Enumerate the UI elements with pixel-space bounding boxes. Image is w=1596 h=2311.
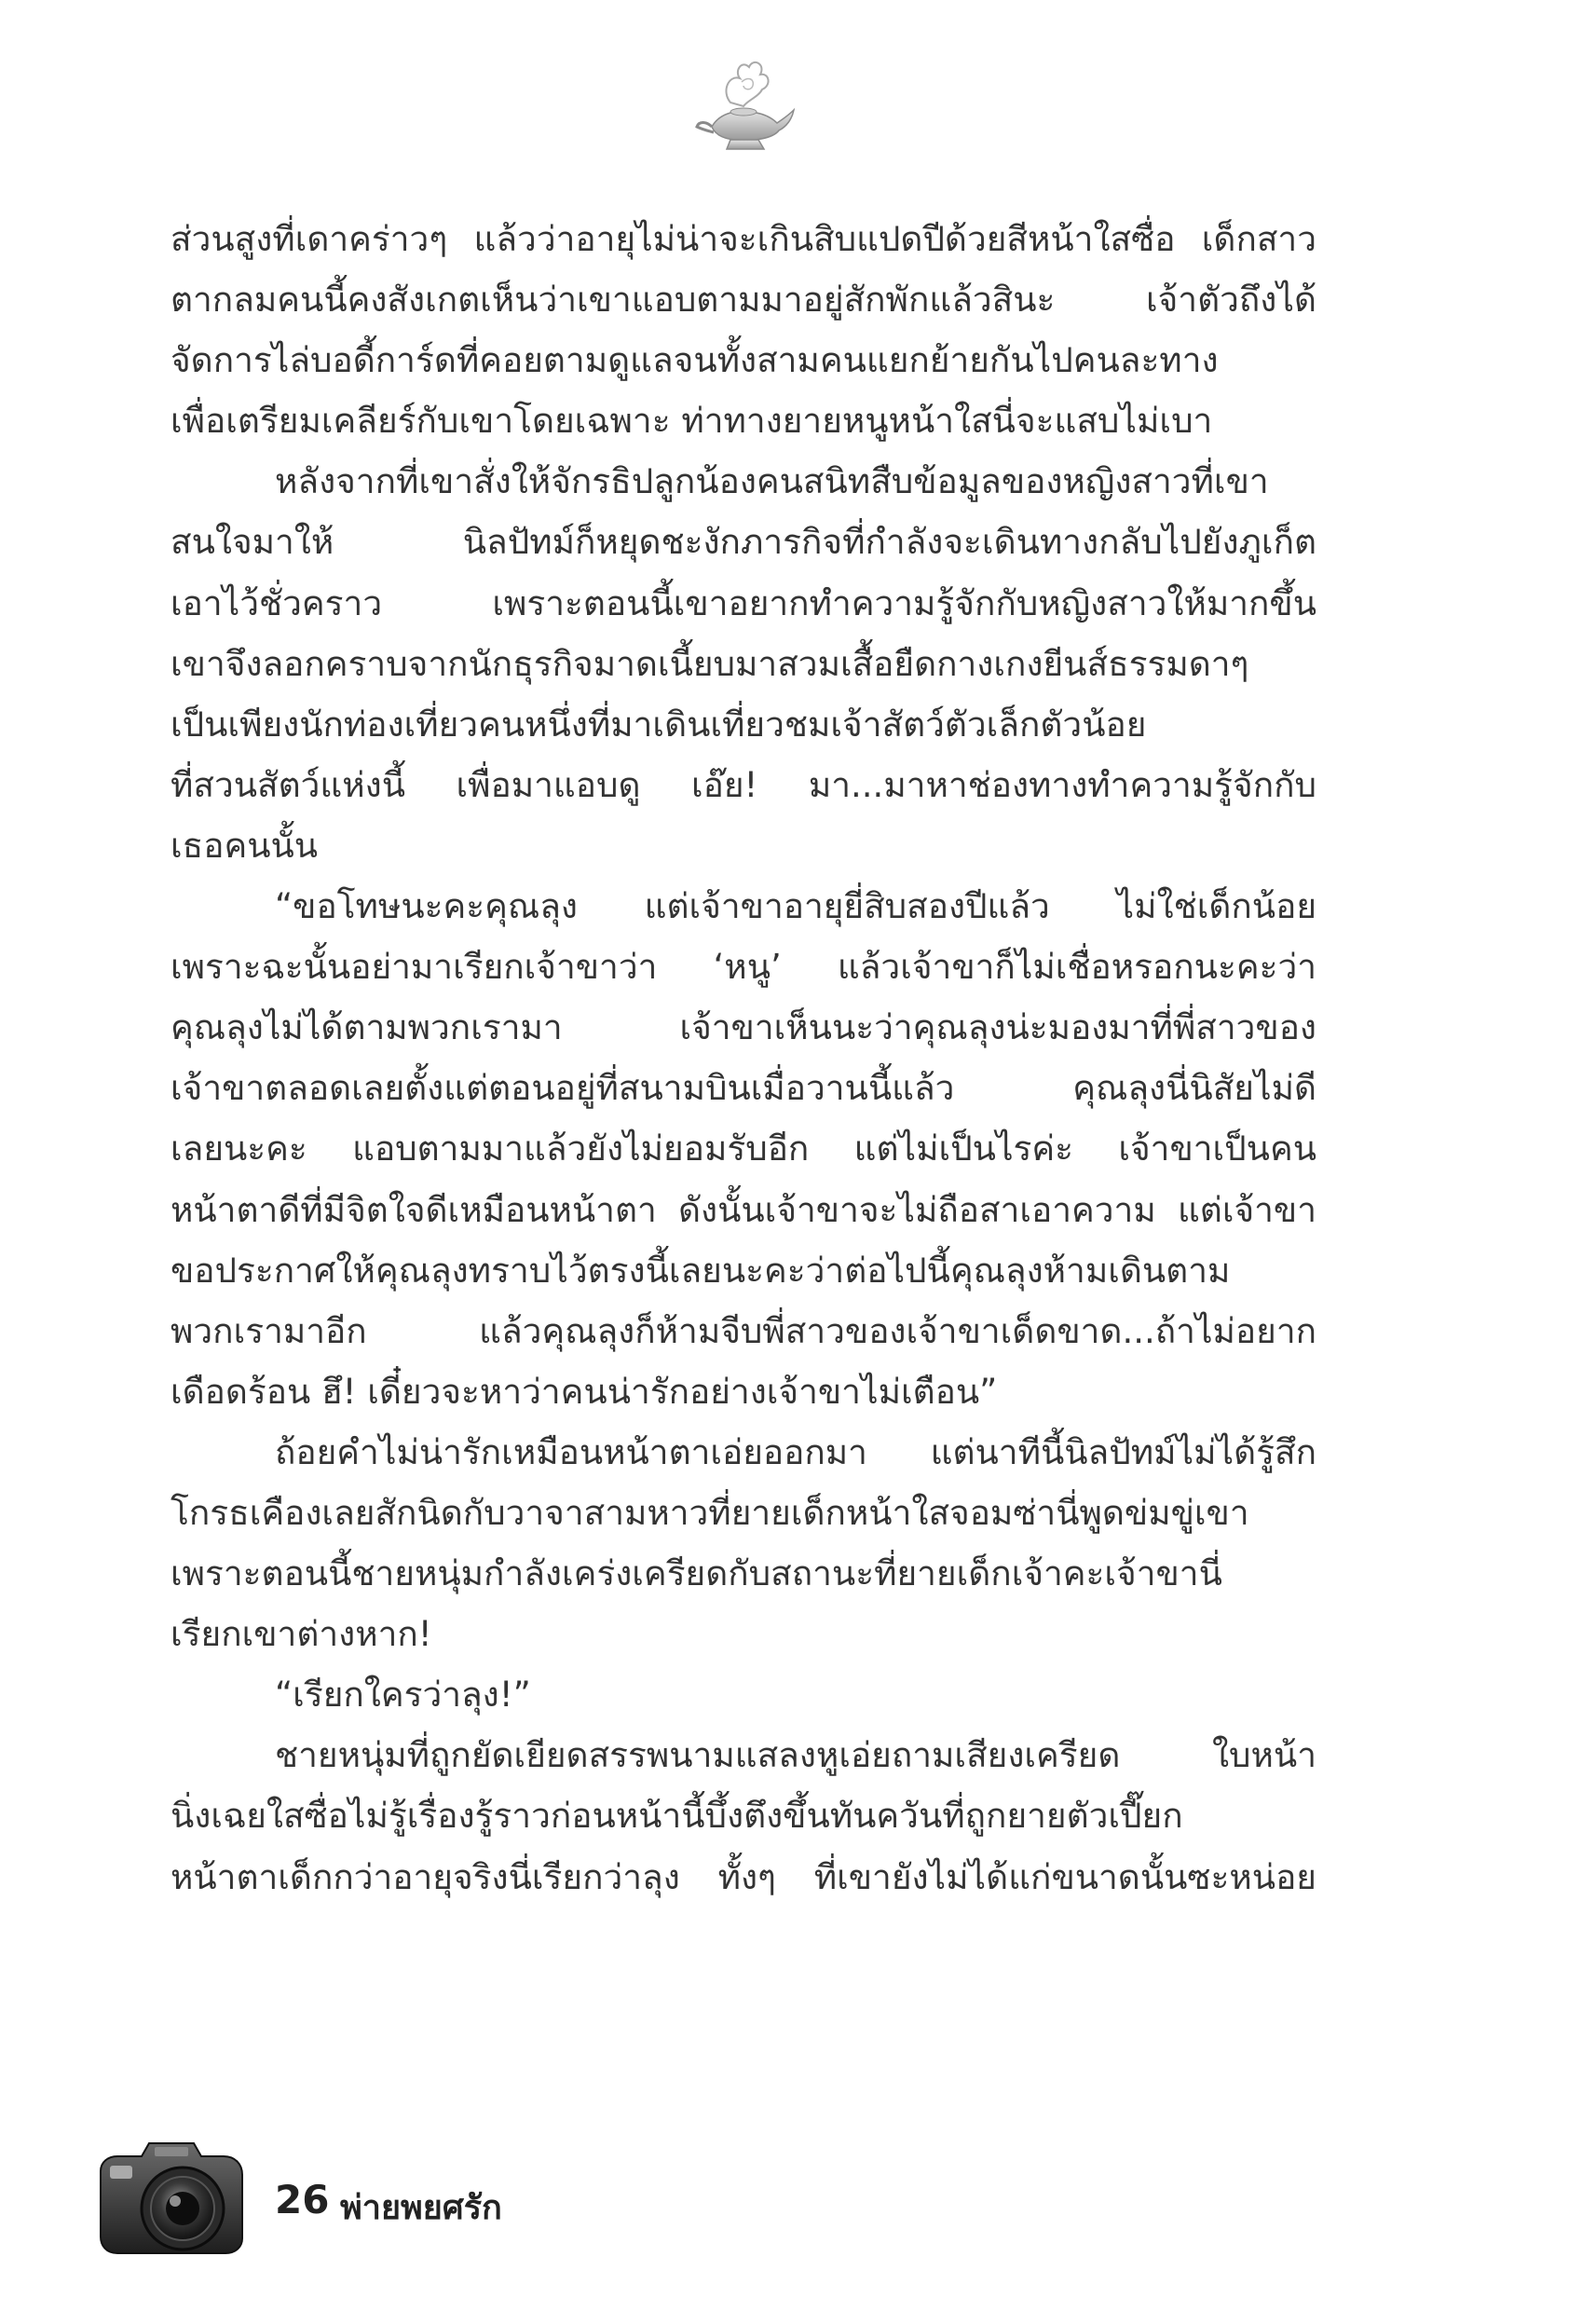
text-line: โกรธเคืองเลยสักนิดกับวาจาสามหาวที่ยายเด็กหน้าใสจอมซ่านี่พูดข่มขู่เขา <box>171 1492 1249 1533</box>
page-footer <box>93 2134 652 2264</box>
text-line: พวกเรามาอีก แล้วคุณลุงก็ห้ามจีบพี่สาวของเจ้าขาเด็ดขาด...ถ้าไม่อยาก <box>171 1310 1316 1351</box>
text-line: เธอคนนั้น <box>171 825 319 866</box>
text-line: คุณลุงไม่ได้ตามพวกเรามา เจ้าขาเห็นนะว่าคุณลุงน่ะมองมาที่พี่สาวของ <box>171 1007 1316 1048</box>
text-line: นิ่งเฉยใสซื่อไม่รู้เรื่องรู้ราวก่อนหน้านี้บึ้งตึงขึ้นทันควันที่ถูกยายตัวเปี๊ยก <box>171 1796 1183 1837</box>
text-line: เพราะตอนนี้ชายหนุ่มกำลังเคร่งเครียดกับสถานะที่ยายเด็กเจ้าคะเจ้าขานี่ <box>171 1553 1222 1594</box>
text-line: จัดการไล่บอดี้การ์ดที่คอยตามดูแลจนทั้งสามคนแยกย้ายกันไปคนละทาง <box>171 340 1219 381</box>
text-line: ที่สวนสัตว์แห่งนี้ เพื่อมาแอบดู เอ๊ย! มา...มาหาช่องทางทำความรู้จักกับ <box>171 764 1316 805</box>
text-line: ขอประกาศให้คุณลุงทราบไว้ตรงนี้เลยนะคะว่าต่อไปนี้คุณลุงห้ามเดินตาม <box>171 1250 1231 1291</box>
book-title: พ่ายพยศรัก <box>340 2189 502 2227</box>
text-line: เพราะฉะนั้นอย่ามาเรียกเจ้าขาว่า ‘หนู’ แล้วเจ้าขาก็ไม่เชื่อหรอกนะคะว่า <box>171 947 1316 988</box>
text-line: เอาไว้ชั่วคราว เพราะตอนนี้เขาอยากทำความรู้จักกับหญิงสาวให้มากขึ้น <box>171 582 1316 623</box>
camera-icon <box>93 2134 252 2260</box>
text-line: ตากลมคนนี้คงสังเกตเห็นว่าเขาแอบตามมาอยู่สักพักแล้วสินะ เจ้าตัวถึงได้ <box>171 280 1316 321</box>
page-number: 26 <box>275 2177 330 2222</box>
text-line: หน้าตาเด็กกว่าอายุจริงนี่เรียกว่าลุง ทั้งๆ ที่เขายังไม่ได้แก่ขนาดนั้นซะหน่อย <box>171 1856 1316 1897</box>
text-line: ถ้อยคำไม่น่ารักเหมือนหน้าตาเอ่ยออกมา แต่นาทีนี้นิลปัทม์ไม่ได้รู้สึก <box>275 1431 1316 1472</box>
text-line: เลยนะคะ แอบตามมาแล้วยังไม่ยอมรับอีก แต่ไม่เป็นไรค่ะ เจ้าขาเป็นคน <box>171 1128 1316 1169</box>
text-line: หน้าตาดีที่มีจิตใจดีเหมือนหน้าตา ดังนั้นเจ้าขาจะไม่ถือสาเอาความ แต่เจ้าขา <box>171 1189 1316 1230</box>
text-line: เป็นเพียงนักท่องเที่ยวคนหนึ่งที่มาเดินเที่ยวชมเจ้าสัตว์ตัวเล็กตัวน้อย <box>171 704 1147 745</box>
text-line: “เรียกใครว่าลุง!” <box>275 1675 531 1716</box>
body-text <box>171 209 1316 1908</box>
text-line: ชายหนุ่มที่ถูกยัดเยียดสรรพนามแสลงหูเอ่ยถามเสียงเครียด ใบหน้า <box>275 1735 1316 1776</box>
magic-lamp-icon <box>693 54 798 158</box>
text-line: หลังจากที่เขาสั่งให้จักรธิปลูกน้องคนสนิทสืบข้อมูลของหญิงสาวที่เขา <box>275 461 1269 502</box>
text-line: ส่วนสูงที่เดาคร่าวๆ แล้วว่าอายุไม่น่าจะเกินสิบแปดปีด้วยสีหน้าใสซื่อ เด็กสาว <box>171 219 1316 259</box>
text-line: เพื่อเตรียมเคลียร์กับเขาโดยเฉพาะ ท่าทางยายหนูหน้าใสนี่จะแสบไม่เบา <box>171 401 1213 442</box>
text-line: เขาจึงลอกคราบจากนักธุรกิจมาดเนี้ยบมาสวมเสื้อยืดกางเกงยีนส์ธรรมดาๆ <box>171 643 1249 684</box>
text-line: เดือดร้อน ฮึ! เดี๋ยวจะหาว่าคนน่ารักอย่างเจ้าขาไม่เตือน” <box>171 1371 998 1412</box>
text-line: “ขอโทษนะคะคุณลุง แต่เจ้าขาอายุยี่สิบสองปีแล้ว ไม่ใช่เด็กน้อย <box>275 886 1316 927</box>
text-line: สนใจมาให้ นิลปัทม์ก็หยุดชะงักภารกิจที่กำลังจะเดินทางกลับไปยังภูเก็ต <box>171 522 1316 563</box>
text-line: เจ้าขาตลอดเลยตั้งแต่ตอนอยู่ที่สนามบินเมื่อวานนี้แล้ว คุณลุงนี่นิสัยไม่ดี <box>171 1068 1316 1109</box>
text-line: เรียกเขาต่างหาก! <box>171 1614 432 1655</box>
